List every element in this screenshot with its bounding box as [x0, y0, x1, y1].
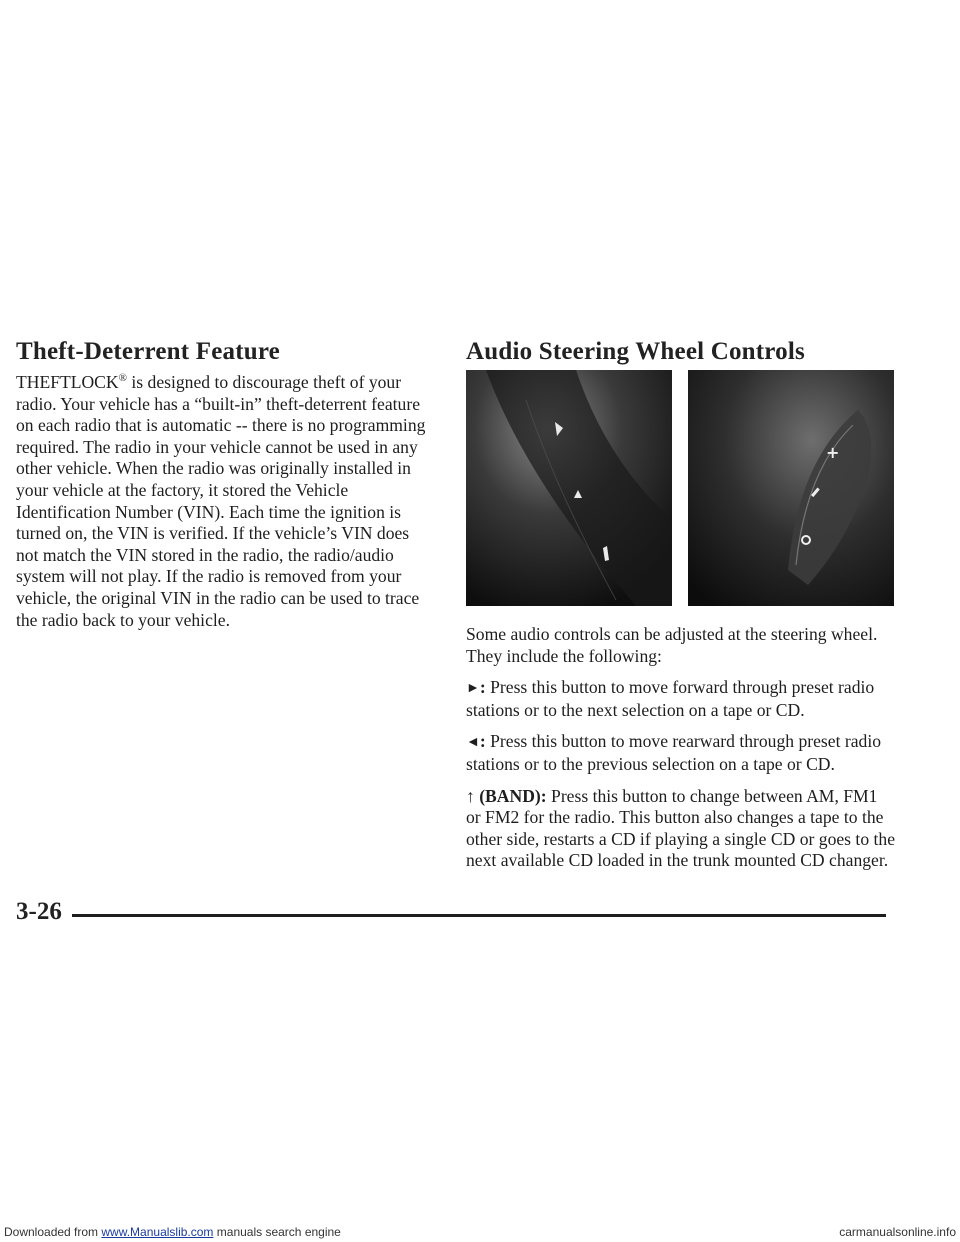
seek-rearward-item: [466, 731, 896, 775]
band-text: Press this button to change between AM, FM1 or FM2 for the radio. This button also changes a tape to the other side, restarts a CD if playing a single CD or goes to the next available CD loaded in the trunk mounted CD changer.: [466, 785, 896, 871]
left-controls-photo: [466, 370, 672, 606]
seek-forward-item: [466, 677, 896, 721]
theft-deterrent-title: Theft-Deterrent Feature: [16, 338, 280, 365]
footer-left: [0, 1222, 341, 1242]
theftlock-text: is designed to discourage theft of your radio. Your vehicle has a “built-in” theft-deterrent feature on each radio that is automatic -- there is no programming required. The radio in your vehicle cannot be used in any other vehicle. When the radio was originally installed in your vehicle at the factory, it stored the Vehicle Identification Number (VIN). Each time the ignition is turned on, the VIN is verified. If the vehicle’s VIN does not match the VIN stored in the radio, the radio/audio system will not play. If the radio is removed from your vehicle, the original VIN in the radio can be used to trace the radio back to your vehicle.: [16, 372, 426, 630]
svg-text:+: +: [826, 443, 840, 462]
band-label: (BAND):: [474, 785, 552, 806]
download-footer: [0, 1222, 960, 1242]
seek-forward-text: Press this button to move forward through preset radio stations or to the next selection on a tape or CD.: [466, 677, 875, 720]
right-controls-photo: [688, 370, 894, 606]
band-icon: ↑: [466, 785, 475, 806]
audio-controls-intro: Some audio controls can be adjusted at the steering wheel. They include the following:: [466, 624, 878, 666]
footer-prefix: Downloaded from: [4, 1225, 102, 1239]
footer-watermark: carmanualsonline.info: [839, 1225, 956, 1239]
audio-controls-section: [466, 624, 896, 882]
seek-rearward-label: :: [479, 731, 491, 752]
steering-wheel-photos: [466, 370, 894, 606]
seek-forward-label: :: [479, 677, 491, 698]
seek-rearward-text: Press this button to move rearward through preset radio stations or to the previous selection on a tape or CD.: [466, 731, 882, 774]
registered-mark: ®: [118, 372, 127, 385]
footer-rule: [72, 914, 886, 917]
theftlock-brand: THEFTLOCK: [16, 372, 119, 392]
theft-deterrent-section: [16, 372, 436, 631]
seek-forward-icon: ►: [466, 681, 480, 697]
seek-rearward-icon: ◄: [466, 735, 480, 751]
theftlock-paragraph: [16, 372, 436, 631]
footer-suffix: manuals search engine: [213, 1225, 341, 1239]
page-number: 3-26: [16, 898, 62, 925]
manualslib-link[interactable]: www.Manualslib.com: [101, 1225, 214, 1239]
band-item: [466, 786, 896, 872]
audio-controls-title: Audio Steering Wheel Controls: [466, 338, 805, 365]
